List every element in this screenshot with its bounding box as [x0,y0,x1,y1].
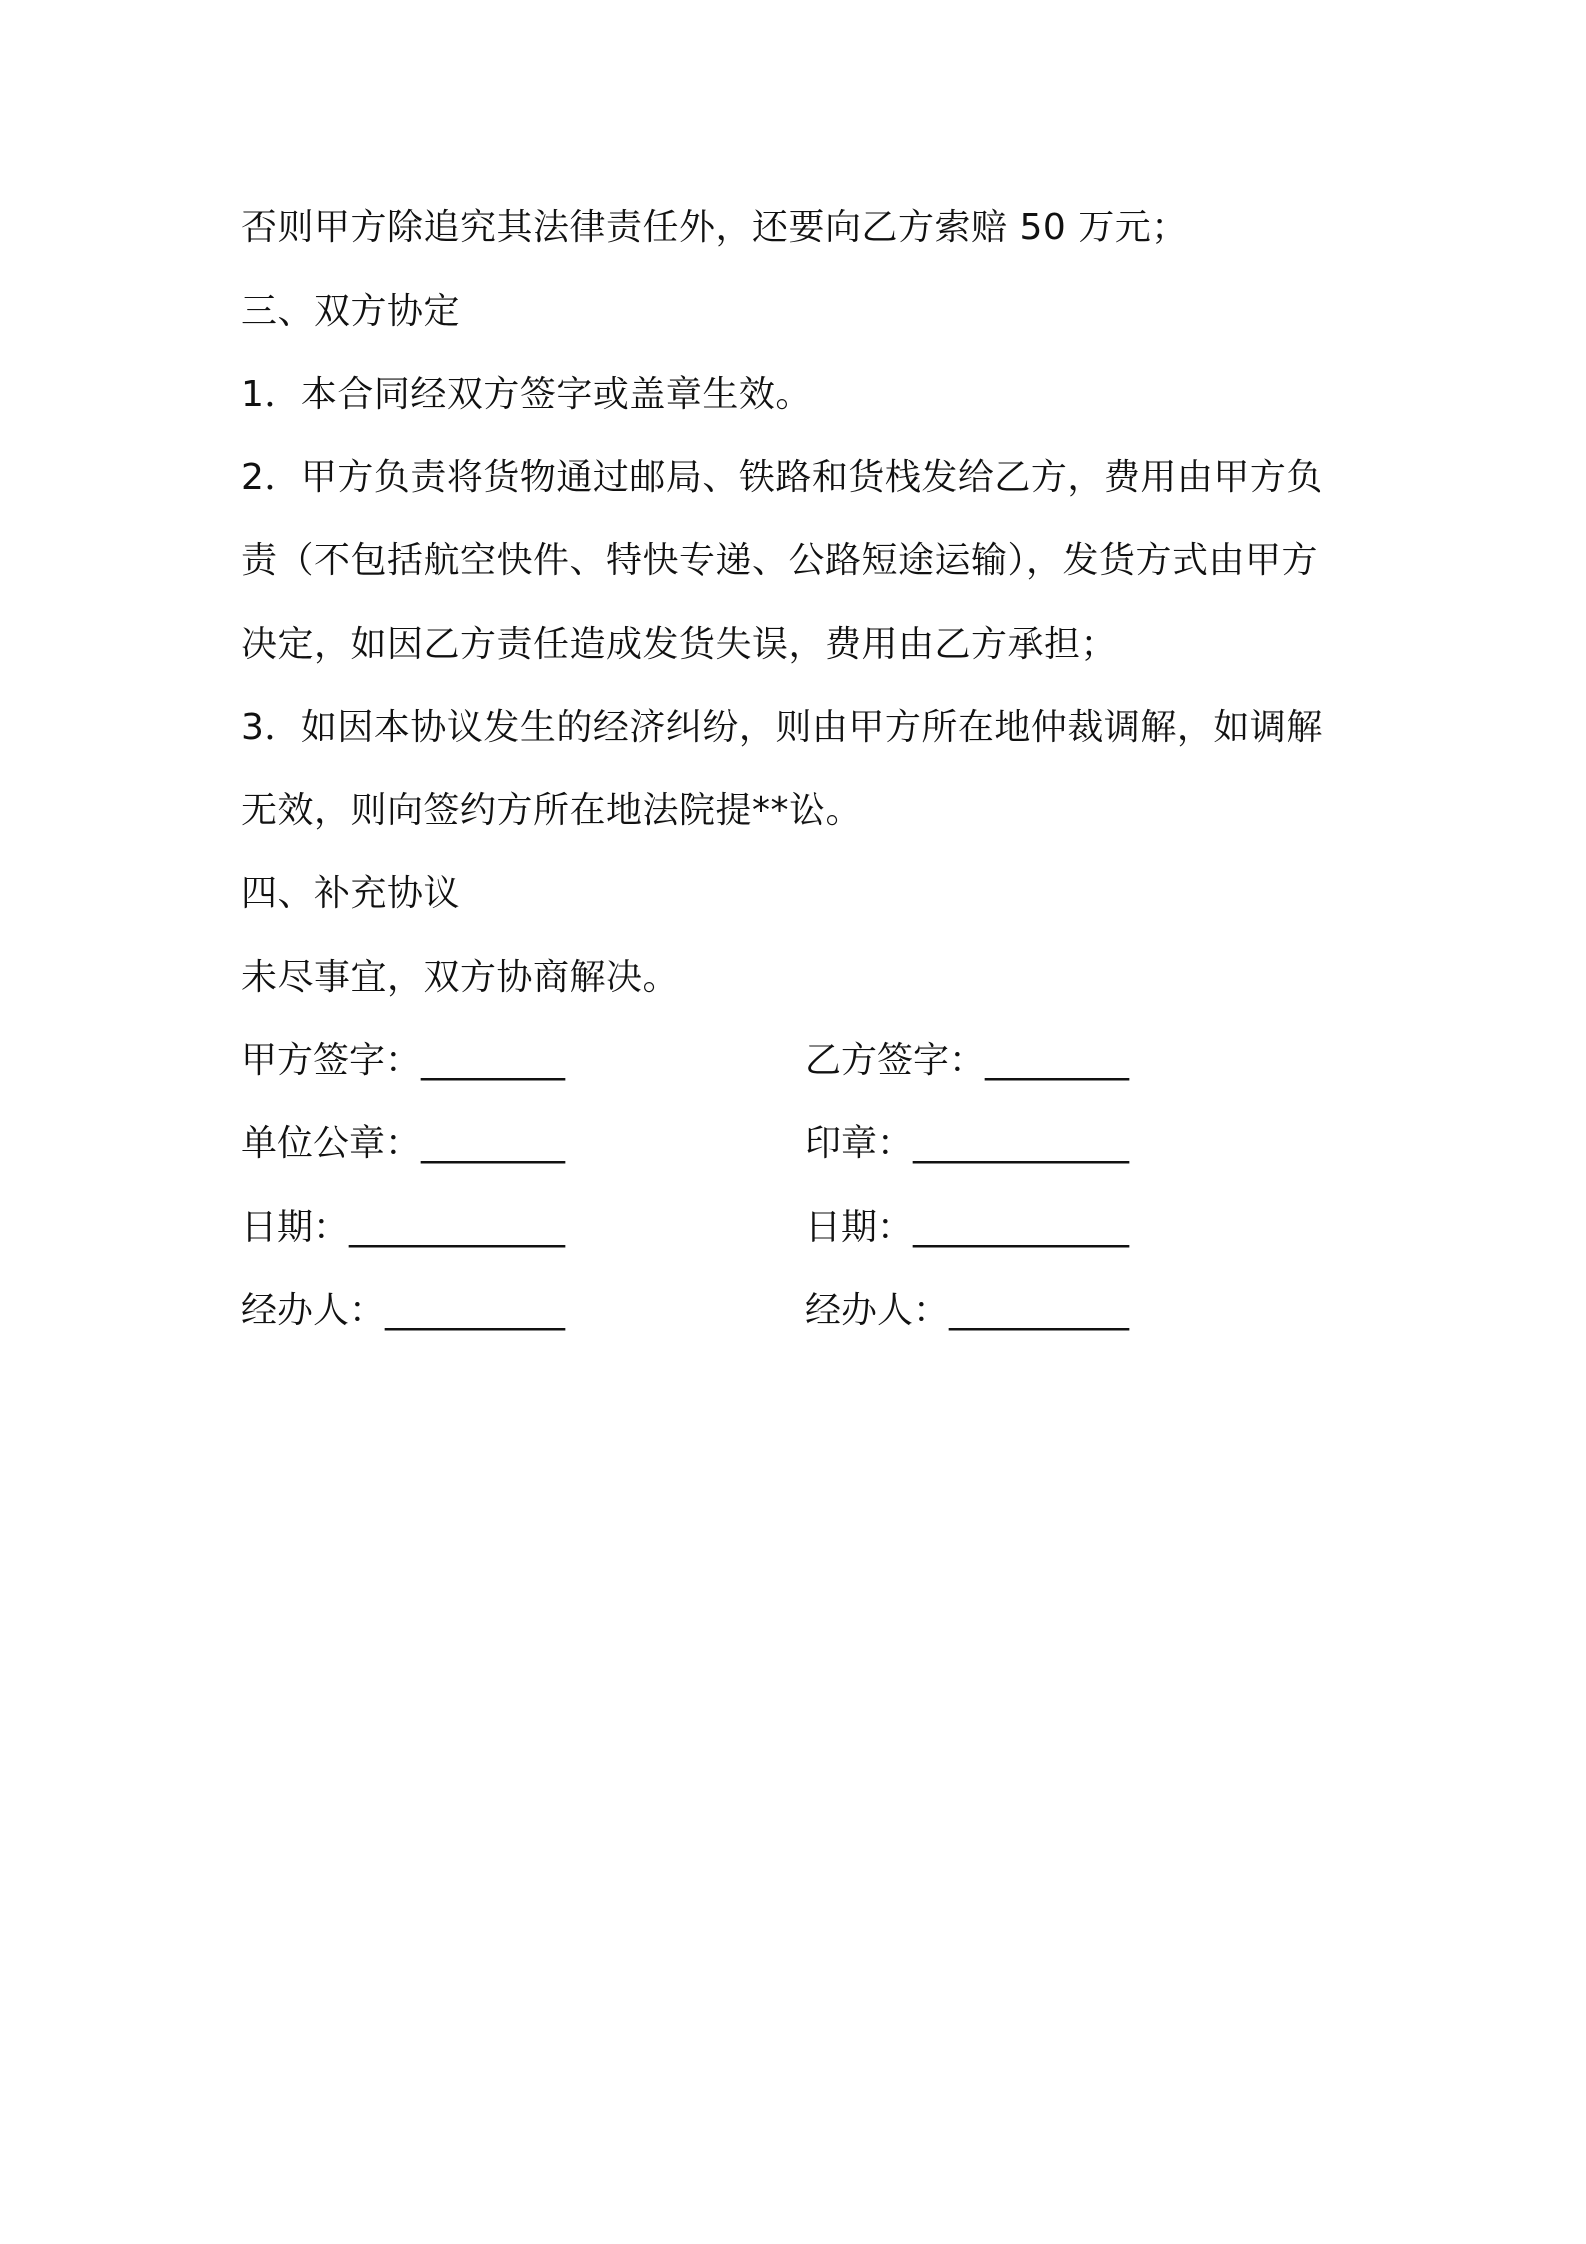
party-a-handler-field: 经办人：__________ [241,1290,566,1331]
paragraph-line: 2．甲方负责将货物通过邮局、铁路和货栈发给乙方，费用由甲方负 [241,457,1323,498]
party-b-handler-field: 经办人：__________ [805,1290,1130,1331]
seal-field: 印章：____________ [805,1123,1130,1164]
paragraph-line: 无效，则向签约方所在地法院提**讼。 [241,790,863,831]
paragraph-line: 否则甲方除追究其法律责任外，还要向乙方索赔 50 万元； [241,207,1188,248]
paragraph-line: 3．如因本协议发生的经济纠纷，则由甲方所在地仲裁调解，如调解 [241,707,1323,748]
section-heading: 四、补充协议 [241,873,461,914]
party-b-signature-field: 乙方签字：________ [805,1040,1130,1081]
party-a-signature-field: 甲方签字：________ [241,1040,566,1081]
paragraph-line: 决定，如因乙方责任造成发货失误，费用由乙方承担； [241,624,1118,665]
party-b-date-field: 日期：____________ [805,1207,1130,1248]
paragraph-line: 1．本合同经双方签字或盖章生效。 [241,374,812,415]
paragraph-line: 未尽事宜，双方协商解决。 [241,957,680,998]
party-a-date-field: 日期：____________ [241,1207,566,1248]
paragraph-line: 责（不包括航空快件、特快专递、公路短途运输），发货方式由甲方 [241,540,1319,581]
company-seal-field: 单位公章：________ [241,1123,566,1164]
section-heading: 三、双方协定 [241,291,461,332]
